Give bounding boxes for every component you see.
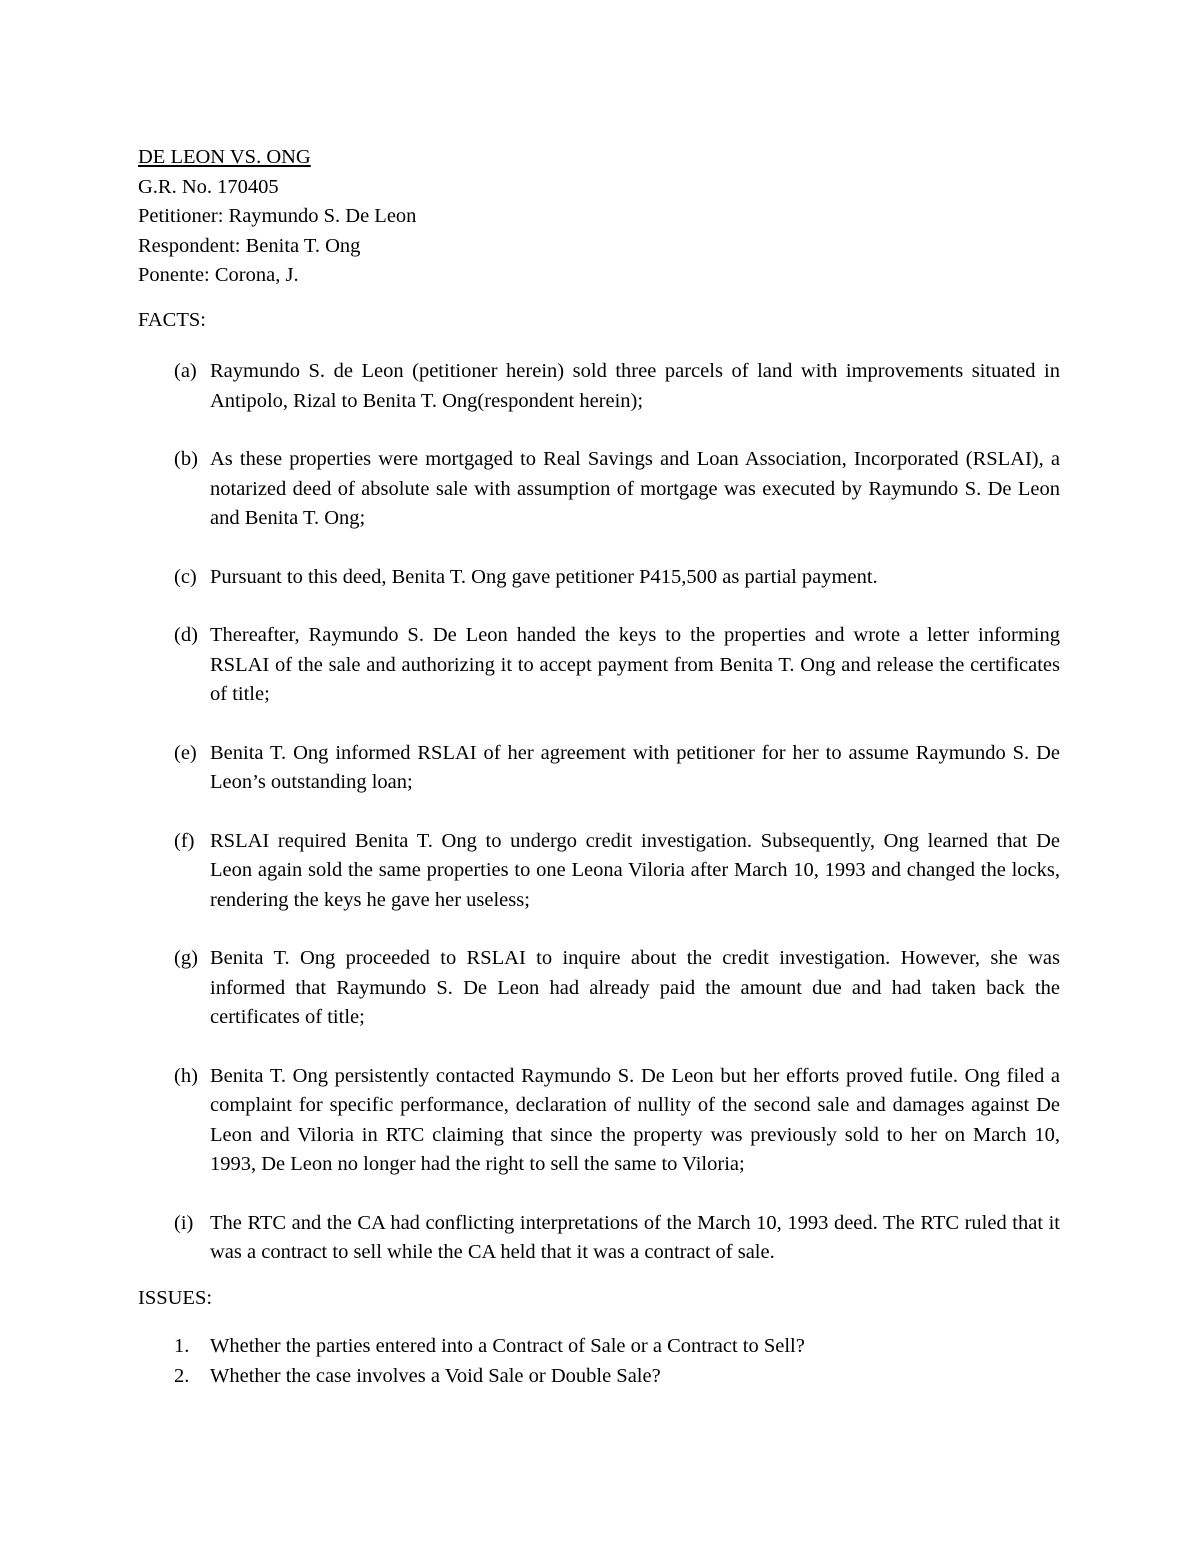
fact-marker: (d) <box>174 624 198 646</box>
issue-marker: 1. <box>174 1335 190 1357</box>
fact-item-a <box>138 357 1060 416</box>
fact-text: As these properties were mortgaged to Real Savings and Loan Association, Incorporated (RSLAI), a notarized deed of absolute sale with assumption of mortgage was executed by Raymundo S. De Leon and Benita T. Ong; <box>210 448 1060 529</box>
fact-item-c <box>138 563 1060 593</box>
fact-text: Thereafter, Raymundo S. De Leon handed the keys to the properties and wrote a letter informing RSLAI of the sale and authorizing it to accept payment from Benita T. Ong and release the certificates of title; <box>210 624 1060 705</box>
issue-text: Whether the parties entered into a Contract of Sale or a Contract to Sell? <box>210 1335 805 1357</box>
issue-item-2 <box>138 1362 1060 1392</box>
fact-marker: (f) <box>174 829 195 852</box>
fact-text: Pursuant to this deed, Benita T. Ong gave petitioner P415,500 as partial payment. <box>210 565 878 588</box>
issue-marker: 2. <box>174 1364 190 1387</box>
fact-marker: (h) <box>174 1064 198 1087</box>
fact-item-f <box>138 827 1060 916</box>
fact-item-d <box>138 621 1060 710</box>
fact-text: Benita T. Ong informed RSLAI of her agreement with petitioner for her to assume Raymundo S. De Leon’s outstanding loan; <box>210 741 1060 793</box>
fact-text: RSLAI required Benita T. Ong to undergo credit investigation. Subsequently, Ong learned that De Leon again sold the same properties to one Leona Viloria after March 10, 1993 and changed the locks, rendering the keys he gave her useless; <box>210 829 1060 911</box>
ponente-line: Ponente: Corona, J. <box>138 264 299 286</box>
fact-marker: (b) <box>174 448 198 470</box>
case-title: DE LEON VS. ONG <box>138 146 311 168</box>
issues-heading: ISSUES: <box>138 1286 213 1309</box>
fact-text: Benita T. Ong proceeded to RSLAI to inquire about the credit investigation. However, she was informed that Raymundo S. De Leon had already paid the amount due and had taken back the certificates of title; <box>210 947 1060 1028</box>
fact-item-b <box>138 445 1060 534</box>
facts-list <box>138 357 1060 1268</box>
fact-marker: (c) <box>174 565 197 588</box>
issues-list <box>138 1332 1060 1391</box>
issue-item-1 <box>138 1332 1060 1362</box>
issue-text: Whether the case involves a Void Sale or Double Sale? <box>210 1364 661 1387</box>
facts-heading: FACTS: <box>138 308 206 331</box>
fact-marker: (g) <box>174 947 198 969</box>
respondent-line: Respondent: Benita T. Ong <box>138 234 361 257</box>
gr-number: G.R. No. 170405 <box>138 175 279 198</box>
document-page <box>138 143 1060 1391</box>
fact-marker: (e) <box>174 741 197 764</box>
fact-marker: (i) <box>174 1211 194 1234</box>
fact-item-h <box>138 1062 1060 1180</box>
fact-item-i <box>138 1209 1060 1268</box>
petitioner-line: Petitioner: Raymundo S. De Leon <box>138 205 417 227</box>
fact-text: The RTC and the CA had conflicting interpretations of the March 10, 1993 deed. The RTC ruled that it was a contract to sell while the CA held that it was a contract of sale. <box>210 1211 1060 1263</box>
fact-text: Benita T. Ong persistently contacted Raymundo S. De Leon but her efforts proved futile. Ong filed a complaint for specific performance, declaration of nullity of the second sale and damages against De Leon and Viloria in RTC claiming that since the property was previously sold to her on March 10, 1993, De Leon no longer had the right to sell the same to Viloria; <box>210 1064 1060 1175</box>
fact-item-e <box>138 739 1060 798</box>
fact-marker: (a) <box>174 360 197 382</box>
fact-text: Raymundo S. de Leon (petitioner herein) sold three parcels of land with improvements situated in Antipolo, Rizal to Benita T. Ong(respondent herein); <box>210 360 1060 412</box>
fact-item-g <box>138 944 1060 1033</box>
